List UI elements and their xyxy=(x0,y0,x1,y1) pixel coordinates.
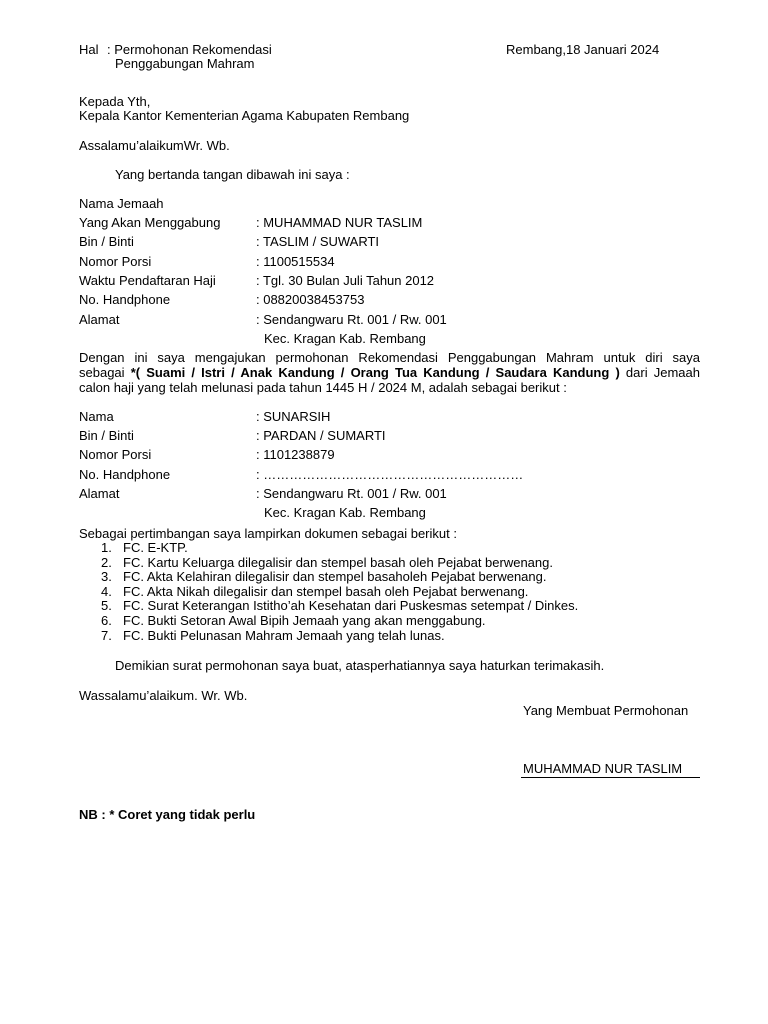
list-text: FC. Surat Keterangan Istitho’ah Kesehatan dari Puskesmas setempat / Dinkes. xyxy=(123,598,579,614)
mahram-label-address: Alamat xyxy=(79,486,120,501)
request-line-2-prefix: sebagai xyxy=(79,365,131,380)
signature-name-text: MUHAMMAD NUR TASLIM xyxy=(521,761,700,778)
list-item xyxy=(101,598,579,614)
list-number: 4. xyxy=(101,583,112,599)
applicant-label-name: Yang Akan Menggabung xyxy=(79,215,221,230)
list-item xyxy=(101,612,578,629)
request-line-2-suffix: dari Jemaah xyxy=(619,365,701,380)
intro-text: Yang bertanda tangan dibawah ini saya : xyxy=(115,167,350,182)
list-number: 2. xyxy=(101,554,112,570)
recipient-greeting: Kepada Yth, xyxy=(79,94,151,109)
list-text: FC. Kartu Keluarga dilegalisir dan stempel basah oleh Pejabat berwenang. xyxy=(123,554,553,570)
mahram-label-phone: No. Handphone xyxy=(79,467,171,482)
list-item xyxy=(101,554,578,571)
mahram-value-parents: : PARDAN / SUMARTI xyxy=(256,428,386,443)
applicant-address-line-2: Kec. Kragan Kab. Rembang xyxy=(264,331,426,346)
applicant-label-registration: Waktu Pendaftaran Haji xyxy=(79,273,216,288)
applicant-section-label: Nama Jemaah xyxy=(79,196,164,211)
request-line-2 xyxy=(79,365,700,380)
salutation: Assalamu’alaikumWr. Wb. xyxy=(79,138,230,153)
list-text: FC. Bukti Setoran Awal Bipih Jemaah yang akan menggabung. xyxy=(123,612,486,628)
subject-line-2: Penggabungan Mahram xyxy=(115,56,255,71)
subject-label: Hal xyxy=(79,42,99,57)
list-text: FC. E-KTP. xyxy=(123,540,188,555)
applicant-value-address: : Sendangwaru Rt. 001 / Rw. 001 xyxy=(256,312,447,327)
mahram-value-name: : SUNARSIH xyxy=(256,409,331,424)
applicant-value-porsi: : 1100515534 xyxy=(256,254,335,269)
applicant-value-registration: : Tgl. 30 Bulan Juli Tahun 2012 xyxy=(256,273,435,288)
signature-caption: Yang Membuat Permohonan xyxy=(523,703,689,718)
mahram-label-name: Nama xyxy=(79,409,114,424)
subject-line-1: : Permohonan Rekomendasi xyxy=(107,42,272,57)
list-item xyxy=(101,540,578,556)
request-line-3: calon haji yang telah melunasi pada tahun 1445 H / 2024 M, adalah sebagai berikut : xyxy=(79,380,567,395)
request-line-1: Dengan ini saya mengajukan permohonan Rekomendasi Penggabungan Mahram untuk diri saya xyxy=(79,350,700,365)
applicant-value-phone: : 08820038453753 xyxy=(256,292,365,307)
signature-name xyxy=(521,761,700,778)
list-text: FC. Akta Kelahiran dilegalisir dan stempel basaholeh Pejabat berwenang. xyxy=(123,569,547,585)
list-item xyxy=(101,627,578,644)
mahram-value-phone: : …………………………………………………… xyxy=(256,467,524,482)
closing-text: Demikian surat permohonan saya buat, atasperhatiannya saya haturkan terimakasih. xyxy=(115,658,605,673)
relationship-options: *( Suami / Istri / Anak Kandung / Orang Tua Kandung / Saudara Kandung ) xyxy=(130,365,620,380)
list-item xyxy=(101,569,578,585)
place-date: Rembang,18 Januari 2024 xyxy=(506,42,660,57)
list-text: FC. Akta Nikah dilegalisir dan stempel basah oleh Pejabat berwenang. xyxy=(123,583,529,599)
mahram-label-porsi: Nomor Porsi xyxy=(79,447,152,462)
applicant-label-phone: No. Handphone xyxy=(79,292,171,307)
list-number: 6. xyxy=(101,612,112,628)
mahram-address-line-2: Kec. Kragan Kab. Rembang xyxy=(264,505,426,520)
farewell: Wassalamu’alaikum. Wr. Wb. xyxy=(79,688,248,703)
applicant-value-name: : MUHAMMAD NUR TASLIM xyxy=(256,215,423,230)
applicant-value-parents: : TASLIM / SUWARTI xyxy=(256,234,380,249)
list-text: FC. Bukti Pelunasan Mahram Jemaah yang telah lunas. xyxy=(123,627,445,643)
applicant-label-porsi: Nomor Porsi xyxy=(79,254,152,269)
attachments-list xyxy=(79,541,578,643)
attachments-intro: Sebagai pertimbangan saya lampirkan dokumen sebagai berikut : xyxy=(79,526,457,541)
mahram-label-parents: Bin / Binti xyxy=(79,428,134,443)
mahram-value-porsi: : 1101238879 xyxy=(256,447,335,462)
recipient-office: Kepala Kantor Kementerian Agama Kabupaten Rembang xyxy=(79,108,410,123)
applicant-label-address: Alamat xyxy=(79,312,120,327)
request-paragraph xyxy=(79,350,700,395)
list-number: 5. xyxy=(101,598,112,614)
list-number: 3. xyxy=(101,569,112,585)
list-number: 1. xyxy=(101,540,112,555)
footnote: NB : * Coret yang tidak perlu xyxy=(79,807,256,822)
applicant-label-parents: Bin / Binti xyxy=(79,234,134,249)
mahram-value-address: : Sendangwaru Rt. 001 / Rw. 001 xyxy=(256,486,447,501)
list-item xyxy=(101,583,578,600)
list-number: 7. xyxy=(101,627,112,643)
